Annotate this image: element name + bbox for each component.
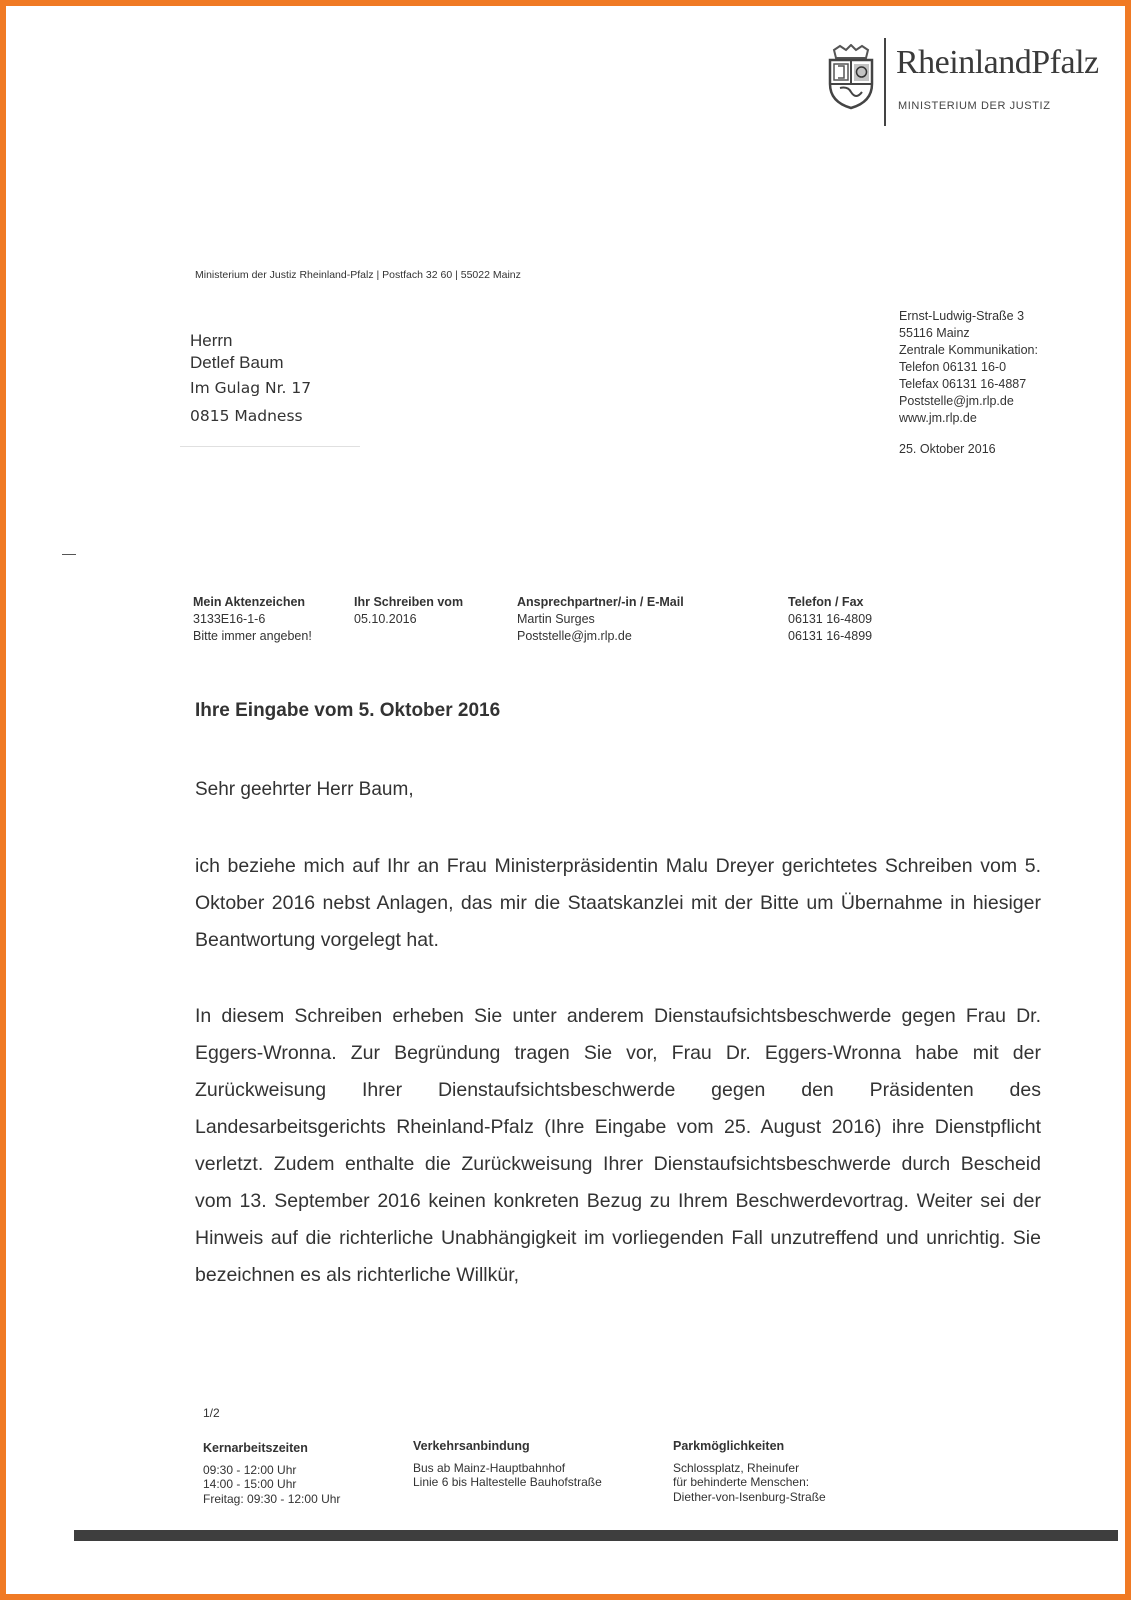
contact-web: www.jm.rlp.de bbox=[899, 411, 977, 425]
recipient-address bbox=[190, 330, 311, 430]
body-paragraph: ich beziehe mich auf Ihr an Frau Ministerpräsidentin Malu Dreyer gerichtetes Schreiben vom 5. Oktober 2016 nebst Anlagen, das mir die Staatskanzlei mit der Bitte um Übernahme in hiesiger Beantwortung vorgelegt hat. bbox=[195, 855, 1041, 951]
body-paragraph: In diesem Schreiben erheben Sie unter anderem Dienstaufsichtsbeschwerde gegen Frau Dr. Eggers-Wronna. Zur Begründung tragen Sie vor, Frau Dr. Eggers-Wronna habe mit der Zurückweisung Ihrer Dienstaufsichtsbeschwerde gegen den Präsidenten des Landesarbeitsgerichts Rheinland-Pfalz (Ihre Eingabe vom 25. August 2016) ihre Dienstpflicht verletzt. Zudem enthalte die Zurückweisung Ihrer Dienstaufsichtsbeschwerde durch Bescheid vom 13. September 2016 keinen konkreten Bezug zu Ihrem Beschwerdevortrag. Weiter sei der Hinweis auf die richterliche Unabhängigkeit im vorliegenden Fall unzutreffend und unrichtig. Sie bezeichnen es als richterliche Willkür, bbox=[195, 1005, 1041, 1286]
ref-letter-value: 05.10.2016 bbox=[354, 612, 417, 626]
footer-hours-line: 09:30 - 12:00 Uhr bbox=[203, 1462, 297, 1477]
coat-of-arms-icon bbox=[826, 44, 876, 110]
ref-file-label: Mein Aktenzeichen bbox=[193, 595, 306, 609]
footer-parking bbox=[673, 1439, 826, 1504]
address-divider bbox=[180, 446, 360, 447]
recipient-name: Detlef Baum bbox=[190, 353, 284, 372]
page-number: 1/2 bbox=[203, 1406, 220, 1420]
contact-street: Ernst-Ludwig-Straße 3 bbox=[899, 309, 1025, 323]
ref-contact-person bbox=[517, 594, 684, 645]
footer-parking-line: für behinderte Menschen: bbox=[673, 1475, 810, 1489]
letter-salutation: Sehr geehrter Herr Baum, bbox=[195, 779, 414, 800]
logo-subtitle: MINISTERIUM DER JUSTIZ bbox=[898, 100, 1051, 112]
footer-transport-line: Bus ab Mainz-Hauptbahnhof bbox=[413, 1460, 566, 1475]
fold-mark bbox=[62, 554, 76, 555]
ref-fax-value: 06131 16-4899 bbox=[788, 629, 873, 643]
footer-hours bbox=[203, 1441, 340, 1506]
footer-hours-line: 14:00 - 15:00 Uhr bbox=[203, 1477, 297, 1491]
ref-contact-name: Martin Surges bbox=[517, 612, 595, 626]
contact-email: Poststelle@jm.rlp.de bbox=[899, 394, 1014, 408]
contact-central: Zentrale Kommunikation: bbox=[899, 343, 1038, 357]
footer-bar bbox=[74, 1530, 1118, 1541]
letter-date: 25. Oktober 2016 bbox=[899, 442, 996, 456]
footer-hours-label: Kernarbeitszeiten bbox=[203, 1441, 308, 1455]
ref-contact-email: Poststelle@jm.rlp.de bbox=[517, 629, 632, 643]
ref-letter-label: Ihr Schreiben vom bbox=[354, 595, 464, 609]
ref-phone-label: Telefon / Fax bbox=[788, 595, 864, 609]
ref-phone-value: 06131 16-4809 bbox=[788, 612, 873, 626]
contact-city: 55116 Mainz bbox=[899, 326, 970, 340]
ref-contact-label: Ansprechpartner/-in / E-Mail bbox=[517, 595, 684, 609]
recipient-salutation: Herrn bbox=[190, 331, 233, 350]
contact-phone: Telefon 06131 16-0 bbox=[899, 360, 1007, 374]
ref-file-number bbox=[193, 594, 312, 645]
recipient-street: Im Gulag Nr. 17 bbox=[190, 379, 312, 397]
footer-transport-label: Verkehrsanbindung bbox=[413, 1439, 530, 1453]
ref-file-value: 3133E16-1-6 bbox=[193, 612, 266, 626]
footer-parking-label: Parkmöglichkeiten bbox=[673, 1439, 785, 1453]
footer-transport-line: Linie 6 bis Haltestelle Bauhofstraße bbox=[413, 1475, 602, 1489]
footer-parking-line: Diether-von-Isenburg-Straße bbox=[673, 1489, 826, 1504]
ref-file-note: Bitte immer angeben! bbox=[193, 629, 312, 643]
ministry-contact-block bbox=[899, 308, 1038, 427]
ref-your-letter bbox=[354, 594, 463, 628]
recipient-city: 0815 Madness bbox=[190, 407, 303, 425]
logo-wordmark: RheinlandPfalz bbox=[896, 44, 1099, 81]
letter-subject: Ihre Eingabe vom 5. Oktober 2016 bbox=[195, 700, 501, 721]
sender-return-address: Ministerium der Justiz Rheinland-Pfalz | Postfach 32 60 | 55022 Mainz bbox=[195, 269, 521, 281]
footer-hours-line: Freitag: 09:30 - 12:00 Uhr bbox=[203, 1491, 341, 1506]
ref-phone-fax bbox=[788, 594, 872, 645]
logo-divider bbox=[884, 38, 886, 126]
footer-parking-line: Schlossplatz, Rheinufer bbox=[673, 1460, 800, 1475]
footer-transport bbox=[413, 1439, 602, 1490]
contact-fax: Telefax 06131 16-4887 bbox=[899, 377, 1027, 391]
